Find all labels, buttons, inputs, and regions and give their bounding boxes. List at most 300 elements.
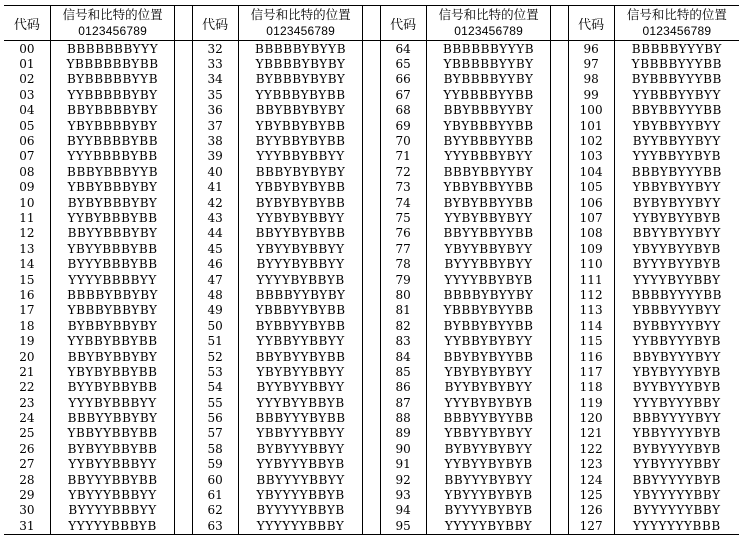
bit-pattern-cell: YBBYBBBYBY bbox=[50, 180, 175, 195]
header-position bbox=[614, 6, 739, 41]
column-gap bbox=[551, 364, 568, 379]
bit-pattern-cell: BYYYYYYBBY bbox=[614, 503, 739, 518]
code-cell: 21 bbox=[19, 364, 35, 379]
table-row bbox=[4, 472, 739, 487]
bit-pattern-cell: YBYBYBYBYY bbox=[426, 364, 551, 379]
column-gap bbox=[363, 410, 380, 425]
code-cell: 57 bbox=[207, 426, 223, 441]
column-gap bbox=[175, 349, 192, 364]
table-row bbox=[4, 410, 739, 425]
code-cell: 112 bbox=[579, 287, 603, 302]
column-gap bbox=[363, 349, 380, 364]
code-cell: 29 bbox=[19, 488, 35, 503]
table-row bbox=[4, 72, 739, 87]
bit-pattern-cell: YBBBBBBYBB bbox=[50, 56, 175, 71]
code-cell: 02 bbox=[19, 72, 35, 87]
bit-pattern-cell: YYYYBYYBBY bbox=[614, 272, 739, 287]
code-cell: 59 bbox=[207, 457, 223, 472]
table-row bbox=[4, 287, 739, 302]
table-row bbox=[4, 149, 739, 164]
code-cell: 115 bbox=[579, 334, 603, 349]
column-gap bbox=[175, 195, 192, 210]
bit-pattern-cell: BBYBBBYYBY bbox=[426, 103, 551, 118]
code-cell: 42 bbox=[207, 195, 223, 210]
column-gap bbox=[175, 41, 192, 57]
column-gap bbox=[363, 472, 380, 487]
table-row bbox=[4, 241, 739, 256]
column-gap bbox=[551, 226, 568, 241]
code-cell: 86 bbox=[395, 380, 411, 395]
bit-pattern-cell: YYBBBYYBYY bbox=[614, 87, 739, 102]
column-gap bbox=[175, 103, 192, 118]
bit-pattern-cell: YYBYYYBBYB bbox=[238, 457, 363, 472]
code-cell: 12 bbox=[19, 226, 35, 241]
bit-pattern-cell: YBYYBBYBYY bbox=[426, 241, 551, 256]
bit-pattern-cell: YYYYYYYBBB bbox=[614, 518, 739, 534]
code-cell: 126 bbox=[579, 503, 603, 518]
bit-pattern-cell: YBBYBYYBYY bbox=[614, 180, 739, 195]
code-cell: 55 bbox=[207, 395, 223, 410]
code-cell: 10 bbox=[19, 195, 35, 210]
table-body bbox=[4, 41, 739, 535]
column-gap bbox=[175, 226, 192, 241]
code-cell: 80 bbox=[395, 287, 411, 302]
bit-pattern-cell: YBBYYBYBYY bbox=[426, 426, 551, 441]
column-gap bbox=[363, 426, 380, 441]
column-gap bbox=[363, 457, 380, 472]
code-cell: 121 bbox=[579, 426, 603, 441]
bit-pattern-cell: BBBBYBYYBY bbox=[426, 287, 551, 302]
bit-pattern-cell: BBYBBBBYBY bbox=[50, 103, 175, 118]
bit-pattern-cell: BYYYYYBBYB bbox=[238, 503, 363, 518]
column-gap bbox=[363, 87, 380, 102]
bit-pattern-cell: YBYBBYBYBB bbox=[238, 118, 363, 133]
table-row bbox=[4, 41, 739, 57]
bit-pattern-cell: YBYYYBYBYB bbox=[426, 487, 551, 502]
bit-pattern-cell: BBBBBBYYYB bbox=[426, 41, 551, 57]
bit-pattern-cell: YBYYBYBBYY bbox=[238, 241, 363, 256]
bit-pattern-cell: YYBBYBBYBB bbox=[50, 333, 175, 348]
code-cell: 125 bbox=[579, 488, 603, 503]
bit-pattern-cell: YYYYYBYBBY bbox=[426, 518, 551, 534]
bit-pattern-cell: BYYYBYBBYY bbox=[238, 256, 363, 271]
bit-pattern-cell: BBBYYBBYBY bbox=[50, 410, 175, 425]
bit-pattern-cell: BYBYBBBYBY bbox=[50, 195, 175, 210]
column-gap bbox=[175, 303, 192, 318]
bit-pattern-cell: YYBBYYBBYY bbox=[238, 333, 363, 348]
code-cell: 96 bbox=[583, 41, 599, 56]
bit-pattern-cell: BYBYYYYBYB bbox=[614, 441, 739, 456]
table-row bbox=[4, 503, 739, 518]
column-gap bbox=[551, 487, 568, 502]
code-cell: 38 bbox=[207, 134, 223, 149]
table-row bbox=[4, 457, 739, 472]
code-cell: 107 bbox=[579, 210, 603, 225]
bit-pattern-cell: BYYYBBYBYY bbox=[426, 256, 551, 271]
column-gap bbox=[175, 56, 192, 71]
bit-pattern-cell: YBBYYYYBYB bbox=[614, 426, 739, 441]
code-cell: 84 bbox=[395, 349, 411, 364]
bit-pattern-cell: YYYBYYBBYB bbox=[238, 395, 363, 410]
header-position bbox=[238, 6, 363, 41]
bit-pattern-cell: BBYBYYYBYY bbox=[614, 349, 739, 364]
code-cell: 71 bbox=[395, 149, 411, 164]
bit-pattern-cell: BBBYBBYYBY bbox=[426, 164, 551, 179]
column-gap bbox=[551, 164, 568, 179]
header-code: 代码 bbox=[192, 6, 238, 41]
code-cell: 92 bbox=[395, 472, 411, 487]
table-row bbox=[4, 56, 739, 71]
code-cell: 39 bbox=[207, 149, 223, 164]
bit-pattern-cell: BBYYYYBBYY bbox=[238, 472, 363, 487]
header-code: 代码 bbox=[568, 6, 614, 41]
code-cell: 46 bbox=[207, 257, 223, 272]
code-cell: 63 bbox=[192, 518, 238, 534]
bit-pattern-cell: BYYBYYBBYY bbox=[238, 380, 363, 395]
bit-pattern-cell: YBYBYYYBYB bbox=[614, 364, 739, 379]
column-gap bbox=[551, 395, 568, 410]
column-gap bbox=[551, 149, 568, 164]
bit-pattern-cell: BYBYYYBBYY bbox=[238, 441, 363, 456]
table-row bbox=[4, 210, 739, 225]
code-cell: 89 bbox=[395, 426, 411, 441]
column-gap bbox=[175, 503, 192, 518]
column-gap bbox=[363, 118, 380, 133]
column-gap bbox=[551, 503, 568, 518]
bit-pattern-cell: YBBYBBYYBB bbox=[426, 180, 551, 195]
column-gap bbox=[175, 6, 192, 41]
bit-pattern-cell: YBYYYBBBYY bbox=[50, 487, 175, 502]
header-position-label: 信号和比特的位置 bbox=[250, 8, 351, 22]
code-cell: 06 bbox=[19, 134, 35, 149]
code-cell: 11 bbox=[19, 210, 35, 225]
code-cell: 114 bbox=[579, 318, 603, 333]
column-gap bbox=[363, 164, 380, 179]
bit-pattern-cell: BBBBBYYYBY bbox=[614, 41, 739, 57]
header-position-label: 信号和比特的位置 bbox=[62, 8, 163, 22]
column-gap bbox=[175, 164, 192, 179]
bit-pattern-cell: BBYYYBBYBB bbox=[50, 472, 175, 487]
bit-pattern-cell: YYYBYYYBBY bbox=[614, 395, 739, 410]
code-cell: 07 bbox=[19, 149, 35, 164]
code-cell: 20 bbox=[19, 349, 35, 364]
column-gap bbox=[551, 457, 568, 472]
bit-pattern-cell: BYYBBYYBYY bbox=[614, 133, 739, 148]
code-cell: 94 bbox=[395, 503, 411, 518]
code-cell: 61 bbox=[207, 488, 223, 503]
header-bit-indices: 0123456789 bbox=[266, 24, 335, 38]
code-cell: 73 bbox=[395, 180, 411, 195]
code-cell: 35 bbox=[207, 87, 223, 102]
bit-pattern-cell: YBYBBBYYBB bbox=[426, 118, 551, 133]
bit-pattern-cell: BYYBYBBYBB bbox=[50, 380, 175, 395]
header-position-label: 信号和比特的位置 bbox=[626, 8, 727, 22]
column-gap bbox=[551, 6, 568, 41]
code-cell: 48 bbox=[207, 287, 223, 302]
column-gap bbox=[551, 441, 568, 456]
bit-pattern-cell: BYBYBYYBYY bbox=[614, 195, 739, 210]
column-gap bbox=[551, 472, 568, 487]
column-gap bbox=[175, 210, 192, 225]
code-cell: 98 bbox=[583, 72, 599, 87]
column-gap bbox=[175, 241, 192, 256]
column-gap bbox=[175, 518, 192, 534]
bit-pattern-cell: BYYYYBBBYY bbox=[50, 503, 175, 518]
code-cell: 14 bbox=[19, 257, 35, 272]
code-cell: 99 bbox=[583, 87, 599, 102]
bit-pattern-cell: BBYYBYYBYY bbox=[614, 226, 739, 241]
bit-pattern-cell: YYBBBYBYBB bbox=[238, 87, 363, 102]
header-position-label: 信号和比特的位置 bbox=[438, 8, 539, 22]
code-cell: 97 bbox=[583, 57, 599, 72]
column-gap bbox=[363, 318, 380, 333]
code-cell: 67 bbox=[395, 87, 411, 102]
code-table bbox=[4, 5, 739, 535]
column-gap bbox=[175, 180, 192, 195]
bit-pattern-cell: YBYBBYYBYY bbox=[614, 118, 739, 133]
bit-pattern-cell: YBYBYBBYBB bbox=[50, 364, 175, 379]
bit-pattern-cell: BYYYBBBYBB bbox=[50, 256, 175, 271]
bit-pattern-cell: BBYBYBYYBB bbox=[426, 349, 551, 364]
bit-pattern-cell: YYYYYYBBBY bbox=[238, 518, 363, 534]
code-cell: 25 bbox=[19, 426, 35, 441]
code-cell: 91 bbox=[395, 457, 411, 472]
header-position bbox=[50, 6, 175, 41]
code-cell: 102 bbox=[579, 134, 603, 149]
bit-pattern-cell: BBBYYBYYBB bbox=[426, 410, 551, 425]
column-gap bbox=[363, 6, 380, 41]
column-gap bbox=[363, 133, 380, 148]
column-gap bbox=[551, 133, 568, 148]
code-cell: 70 bbox=[395, 134, 411, 149]
bit-pattern-cell: YBYYBBBYBB bbox=[50, 241, 175, 256]
column-gap bbox=[363, 303, 380, 318]
bit-pattern-cell: YBBBYBBYBY bbox=[50, 303, 175, 318]
bit-pattern-cell: YYBYBYBBYY bbox=[238, 210, 363, 225]
bit-pattern-cell: YYYYBBBBYY bbox=[50, 272, 175, 287]
code-cell: 16 bbox=[19, 287, 35, 302]
code-cell: 88 bbox=[395, 411, 411, 426]
column-gap bbox=[551, 287, 568, 302]
column-gap bbox=[175, 256, 192, 271]
code-cell: 72 bbox=[395, 164, 411, 179]
column-gap bbox=[551, 195, 568, 210]
bit-pattern-cell: YBBBBYBYBY bbox=[238, 56, 363, 71]
bit-pattern-cell: YYBBYYYBYB bbox=[614, 333, 739, 348]
code-cell: 79 bbox=[395, 272, 411, 287]
code-cell: 119 bbox=[579, 395, 603, 410]
column-gap bbox=[363, 72, 380, 87]
header-code: 代码 bbox=[4, 6, 50, 41]
table-row bbox=[4, 118, 739, 133]
bit-pattern-cell: BYBYBYBYBB bbox=[238, 195, 363, 210]
code-cell: 108 bbox=[579, 226, 603, 241]
bit-pattern-cell: YYBBBBYYBB bbox=[426, 87, 551, 102]
bit-pattern-cell: BYYYBYYBYB bbox=[614, 256, 739, 271]
code-cell: 51 bbox=[207, 334, 223, 349]
column-gap bbox=[551, 72, 568, 87]
bit-pattern-cell: BBBYBBBYYB bbox=[50, 164, 175, 179]
column-gap bbox=[363, 180, 380, 195]
column-gap bbox=[363, 518, 380, 534]
code-cell: 52 bbox=[207, 349, 223, 364]
bit-pattern-cell: YBBBYBYYBB bbox=[426, 303, 551, 318]
code-cell: 60 bbox=[207, 472, 223, 487]
column-gap bbox=[363, 256, 380, 271]
bit-pattern-cell: YYBYYBYBYB bbox=[426, 457, 551, 472]
column-gap bbox=[363, 56, 380, 71]
code-cell: 13 bbox=[19, 241, 35, 256]
code-cell: 78 bbox=[395, 257, 411, 272]
code-cell: 116 bbox=[579, 349, 603, 364]
code-cell: 00 bbox=[19, 41, 35, 56]
code-cell: 62 bbox=[207, 503, 223, 518]
table-row bbox=[4, 164, 739, 179]
bit-pattern-cell: YYBBBBBYBY bbox=[50, 87, 175, 102]
column-gap bbox=[551, 118, 568, 133]
bit-pattern-cell: YBBYBYBYBB bbox=[238, 180, 363, 195]
code-cell: 34 bbox=[207, 72, 223, 87]
code-cell: 83 bbox=[395, 334, 411, 349]
code-cell: 45 bbox=[207, 241, 223, 256]
code-cell: 15 bbox=[19, 272, 35, 287]
column-gap bbox=[363, 103, 380, 118]
bit-pattern-cell: YYYYBBYBYB bbox=[426, 272, 551, 287]
code-cell: 69 bbox=[395, 118, 411, 133]
header-code: 代码 bbox=[380, 6, 426, 41]
code-cell: 18 bbox=[19, 318, 35, 333]
bit-pattern-cell: YYBYBYYBYB bbox=[614, 210, 739, 225]
code-cell: 109 bbox=[579, 241, 603, 256]
code-cell: 110 bbox=[579, 257, 603, 272]
bit-pattern-cell: YYYBBYBBYY bbox=[238, 149, 363, 164]
bit-pattern-cell: BBBBYYBYBY bbox=[238, 287, 363, 302]
bit-pattern-cell: YYYBBYYBYB bbox=[614, 149, 739, 164]
bit-pattern-cell: BYBBYBBYBY bbox=[50, 318, 175, 333]
column-gap bbox=[175, 426, 192, 441]
code-cell: 19 bbox=[19, 334, 35, 349]
code-cell: 82 bbox=[395, 318, 411, 333]
column-gap bbox=[551, 87, 568, 102]
code-cell: 26 bbox=[19, 441, 35, 456]
column-gap bbox=[551, 180, 568, 195]
code-cell: 77 bbox=[395, 241, 411, 256]
column-gap bbox=[551, 256, 568, 271]
code-table-container bbox=[4, 5, 739, 545]
column-gap bbox=[551, 380, 568, 395]
bit-pattern-cell: BBBYYYBYBB bbox=[238, 410, 363, 425]
code-cell: 28 bbox=[19, 472, 35, 487]
code-cell: 03 bbox=[19, 87, 35, 102]
bit-pattern-cell: YBBBYYBYBB bbox=[238, 303, 363, 318]
bit-pattern-cell: BYBBYBYYBB bbox=[426, 318, 551, 333]
column-gap bbox=[551, 318, 568, 333]
code-cell: 65 bbox=[395, 57, 411, 72]
code-cell: 58 bbox=[207, 441, 223, 456]
bit-pattern-cell: BYBYYBBYBB bbox=[50, 441, 175, 456]
column-gap bbox=[363, 210, 380, 225]
code-cell: 85 bbox=[395, 364, 411, 379]
code-cell: 87 bbox=[395, 395, 411, 410]
bit-pattern-cell: BBBBYBBYBY bbox=[50, 287, 175, 302]
code-cell: 56 bbox=[207, 411, 223, 426]
code-cell: 101 bbox=[579, 118, 603, 133]
code-cell: 22 bbox=[19, 380, 35, 395]
bit-pattern-cell: BBBBBBBYYY bbox=[50, 41, 175, 57]
column-gap bbox=[175, 441, 192, 456]
code-cell: 90 bbox=[395, 441, 411, 456]
code-cell: 103 bbox=[579, 149, 603, 164]
code-cell: 17 bbox=[19, 303, 35, 318]
code-cell: 104 bbox=[579, 164, 603, 179]
table-row bbox=[4, 441, 739, 456]
code-cell: 33 bbox=[207, 57, 223, 72]
table-row bbox=[4, 380, 739, 395]
code-cell: 75 bbox=[395, 210, 411, 225]
bit-pattern-cell: BBBBBYBYYB bbox=[238, 41, 363, 57]
column-gap bbox=[363, 226, 380, 241]
bit-pattern-cell: YBBBBBYYBY bbox=[426, 56, 551, 71]
column-gap bbox=[175, 380, 192, 395]
column-gap bbox=[551, 410, 568, 425]
bit-pattern-cell: BYBBYYBYBB bbox=[238, 318, 363, 333]
code-cell: 123 bbox=[579, 457, 603, 472]
bit-pattern-cell: BBBYYYYBYY bbox=[614, 410, 739, 425]
code-cell: 24 bbox=[19, 411, 35, 426]
code-cell: 113 bbox=[579, 303, 603, 318]
bit-pattern-cell: YBBBYYYBYY bbox=[614, 303, 739, 318]
bit-pattern-cell: BYYBYBYBYY bbox=[426, 380, 551, 395]
code-cell: 27 bbox=[19, 457, 35, 472]
bit-pattern-cell: BYBYYBYBYY bbox=[426, 441, 551, 456]
table-row bbox=[4, 87, 739, 102]
column-gap bbox=[363, 503, 380, 518]
column-gap bbox=[551, 103, 568, 118]
column-gap bbox=[175, 133, 192, 148]
code-cell: 117 bbox=[579, 364, 603, 379]
column-gap bbox=[175, 87, 192, 102]
code-cell: 111 bbox=[579, 272, 603, 287]
bit-pattern-cell: YBBYYYBBYY bbox=[238, 426, 363, 441]
table-row bbox=[4, 333, 739, 348]
bit-pattern-cell: BYBBBBBYYB bbox=[50, 72, 175, 87]
column-gap bbox=[175, 364, 192, 379]
code-cell: 127 bbox=[568, 518, 614, 534]
column-gap bbox=[363, 195, 380, 210]
bit-pattern-cell: BBBYBYYYBB bbox=[614, 164, 739, 179]
bit-pattern-cell: YYYBYBYBYB bbox=[426, 395, 551, 410]
bit-pattern-cell: BBYYYYYBYB bbox=[614, 472, 739, 487]
bit-pattern-cell: BBYYYBYBYY bbox=[426, 472, 551, 487]
bit-pattern-cell: BYYBBYBYBB bbox=[238, 133, 363, 148]
bit-pattern-cell: YBYYYYYBBY bbox=[614, 487, 739, 502]
column-gap bbox=[175, 318, 192, 333]
bit-pattern-cell: BYYYYBYBYB bbox=[426, 503, 551, 518]
code-cell: 105 bbox=[579, 180, 603, 195]
code-cell: 09 bbox=[19, 180, 35, 195]
column-gap bbox=[363, 287, 380, 302]
bit-pattern-cell: YYYYBYBBYB bbox=[238, 272, 363, 287]
column-gap bbox=[175, 395, 192, 410]
column-gap bbox=[175, 118, 192, 133]
column-gap bbox=[363, 380, 380, 395]
code-cell: 37 bbox=[207, 118, 223, 133]
code-cell: 118 bbox=[579, 380, 603, 395]
column-gap bbox=[551, 41, 568, 57]
column-gap bbox=[363, 364, 380, 379]
table-row bbox=[4, 426, 739, 441]
code-cell: 66 bbox=[395, 72, 411, 87]
